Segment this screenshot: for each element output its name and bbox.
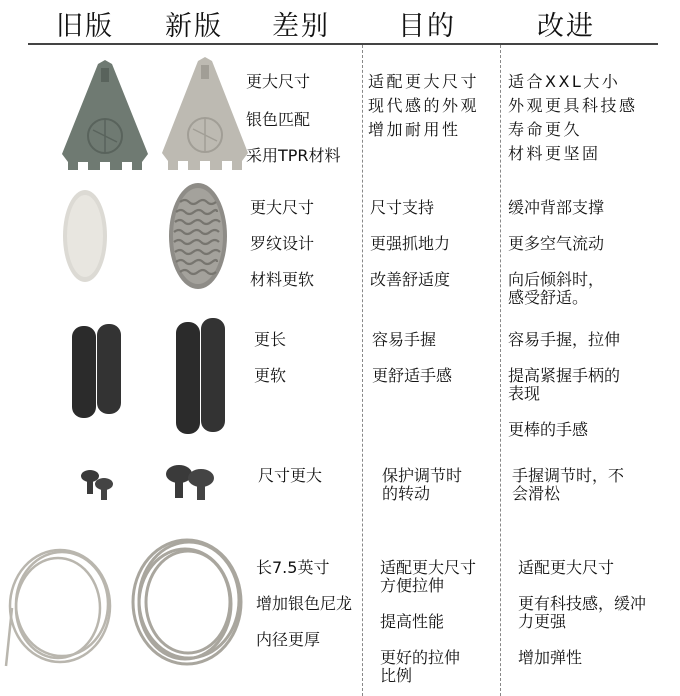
old-knob-pins-image (78, 466, 118, 502)
row1-diff-2: 银色匹配 (246, 110, 311, 129)
new-triangle-clip-image (160, 55, 250, 173)
row2-diff-1: 更大尺寸 (250, 198, 315, 217)
row4-goal-2: 的转动 (382, 484, 431, 503)
row5-improve-1: 适配更大尺寸 (518, 558, 615, 577)
row3-diff-1: 更长 (254, 330, 287, 349)
row4-improve-2: 会滑松 (512, 484, 561, 503)
header-rule (28, 43, 658, 45)
row3-improve-3: 表现 (508, 384, 541, 403)
row5-goal-4: 更好的拉伸 (380, 648, 461, 667)
row5-diff-2: 增加银色尼龙 (256, 594, 353, 613)
row1-goal-3: 增加耐用性 (368, 120, 461, 139)
old-triangle-clip-image (60, 58, 150, 173)
header-purpose: 目的 (398, 11, 456, 42)
header-new-version: 新版 (165, 11, 223, 42)
row5-goal-5: 比例 (380, 666, 413, 685)
header-difference: 差别 (272, 11, 330, 42)
row3-goal-1: 容易手握 (372, 330, 437, 349)
row5-improve-2: 更有科技感，缓冲 (518, 594, 647, 613)
row2-improve-3: 向后倾斜时， (508, 270, 605, 289)
row5-goal-2: 方便拉伸 (380, 576, 445, 595)
row2-improve-4: 感受舒适。 (508, 288, 589, 307)
row5-improve-3: 力更强 (518, 612, 567, 631)
old-coiled-cable-image (4, 538, 116, 668)
header-improvement: 改进 (537, 11, 595, 42)
new-coiled-cable-image (128, 530, 246, 670)
row5-goal-1: 适配更大尺寸 (380, 558, 477, 577)
row2-improve-2: 更多空气流动 (508, 234, 605, 253)
row4-improve-1: 手握调节时，不 (512, 466, 625, 485)
row1-improve-3: 寿命更久 (508, 120, 583, 139)
row1-improve-2: 外观更具科技感 (508, 96, 638, 115)
row2-improve-1: 缓冲背部支撑 (508, 198, 605, 217)
row4-diff-1: 尺寸更大 (258, 466, 323, 485)
row1-improve-1: 适合XXL大小 (508, 72, 621, 91)
row2-diff-3: 材料更软 (250, 270, 315, 289)
column-divider-2 (500, 45, 501, 696)
new-ribbed-pad-image (166, 180, 230, 292)
row5-improve-4: 增加弹性 (518, 648, 583, 667)
new-knob-pins-image (163, 460, 219, 504)
row2-goal-1: 尺寸支持 (370, 198, 435, 217)
row3-goal-2: 更舒适手感 (372, 366, 453, 385)
row3-improve-4: 更棒的手感 (508, 420, 589, 439)
row1-improve-4: 材料更坚固 (508, 144, 601, 163)
row5-diff-1: 长7.5英寸 (256, 558, 330, 577)
row1-diff-1: 更大尺寸 (246, 72, 311, 91)
row5-diff-3: 内径更厚 (256, 630, 321, 649)
header-old-version: 旧版 (56, 11, 114, 42)
row2-goal-3: 改善舒适度 (370, 270, 451, 289)
row3-diff-2: 更软 (254, 366, 287, 385)
row3-improve-1: 容易手握，拉伸 (508, 330, 621, 349)
old-oval-pad-image (60, 186, 110, 286)
row3-improve-2: 提高紧握手柄的 (508, 366, 621, 385)
column-divider-1 (362, 45, 363, 696)
row4-goal-1: 保护调节时 (382, 466, 463, 485)
row2-goal-2: 更强抓地力 (370, 234, 451, 253)
row1-goal-1: 适配更大尺寸 (368, 72, 480, 91)
row1-diff-3: 采用TPR材料 (246, 146, 341, 165)
old-foam-grips-image (70, 322, 126, 422)
row5-goal-3: 提高性能 (380, 612, 445, 631)
new-foam-grips-image (174, 316, 230, 438)
row2-diff-2: 罗纹设计 (250, 234, 315, 253)
row1-goal-2: 现代感的外观 (368, 96, 480, 115)
